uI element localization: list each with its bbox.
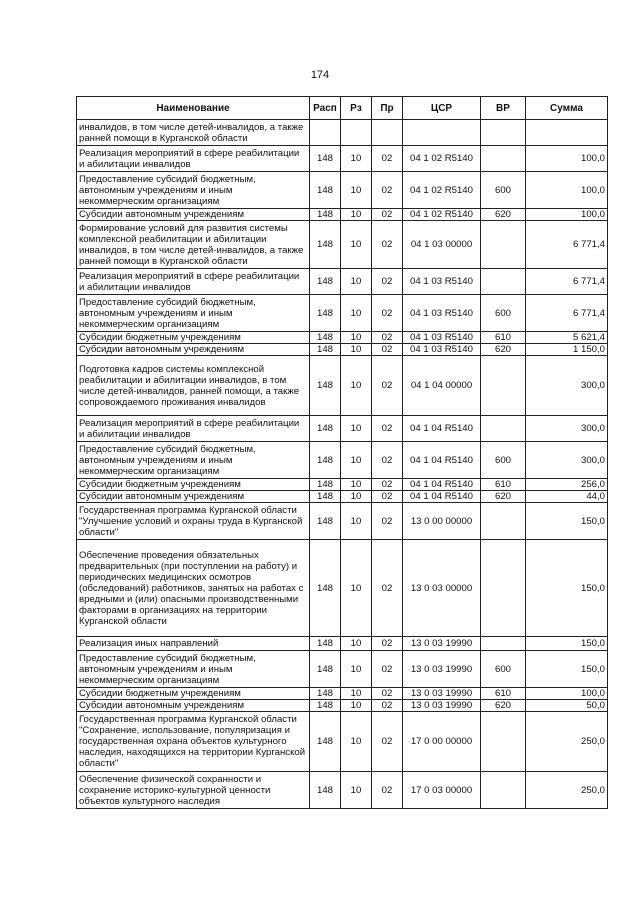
cell-rasp (310, 120, 341, 146)
cell-name: Субсидии автономным учреждениям (77, 209, 310, 221)
cell-csr: 13 0 03 19990 (403, 651, 481, 688)
cell-rasp: 148 (310, 637, 341, 651)
cell-csr: 04 1 03 R5140 (403, 269, 481, 295)
header-pr: Пр (372, 97, 403, 120)
cell-sum: 300,0 (526, 416, 608, 442)
cell-rz (341, 120, 372, 146)
table-row (77, 540, 608, 637)
cell-pr: 02 (372, 344, 403, 356)
cell-vr: 610 (481, 479, 526, 491)
table-row (77, 209, 608, 221)
cell-rasp: 148 (310, 172, 341, 209)
header-vr: ВР (481, 97, 526, 120)
cell-rasp: 148 (310, 772, 341, 809)
cell-pr: 02 (372, 491, 403, 503)
cell-csr: 17 0 00 00000 (403, 712, 481, 772)
cell-name: Обеспечение физической сохранности и сохранение историко-культурной ценности объектов культурного наследия (77, 772, 310, 809)
cell-sum: 150,0 (526, 540, 608, 637)
cell-name: Субсидии автономным учреждениям (77, 491, 310, 503)
cell-sum: 300,0 (526, 356, 608, 416)
cell-sum: 250,0 (526, 772, 608, 809)
cell-rz: 10 (341, 637, 372, 651)
cell-rz: 10 (341, 146, 372, 172)
cell-vr (481, 503, 526, 540)
cell-csr: 04 1 02 R5140 (403, 172, 481, 209)
cell-vr (481, 637, 526, 651)
cell-csr: 04 1 02 R5140 (403, 146, 481, 172)
cell-pr: 02 (372, 269, 403, 295)
cell-vr: 600 (481, 172, 526, 209)
cell-name: Обеспечение проведения обязательных предварительных (при поступлении на работу) и периодических медицинских осмотров (обследований) работников, занятых на работах с вредными и (или) опасными производственными факторами в организациях на территории Курганской области (77, 540, 310, 637)
table-header-row (77, 97, 608, 120)
cell-vr (481, 712, 526, 772)
cell-sum: 256,0 (526, 479, 608, 491)
cell-rasp: 148 (310, 221, 341, 269)
cell-sum: 1 150,0 (526, 344, 608, 356)
table-row (77, 172, 608, 209)
cell-csr: 13 0 03 19990 (403, 700, 481, 712)
cell-rasp: 148 (310, 442, 341, 479)
cell-name: Предоставление субсидий бюджетным, автономным учреждениям и иным некоммерческим организациям (77, 295, 310, 332)
cell-pr (372, 120, 403, 146)
cell-vr (481, 120, 526, 146)
cell-rasp: 148 (310, 416, 341, 442)
cell-vr (481, 416, 526, 442)
cell-vr: 610 (481, 332, 526, 344)
cell-rz: 10 (341, 772, 372, 809)
cell-vr: 620 (481, 344, 526, 356)
budget-table (76, 96, 608, 809)
cell-pr: 02 (372, 479, 403, 491)
cell-csr: 13 0 03 19990 (403, 637, 481, 651)
cell-pr: 02 (372, 700, 403, 712)
cell-sum: 100,0 (526, 146, 608, 172)
cell-sum: 6 771,4 (526, 221, 608, 269)
cell-pr: 02 (372, 637, 403, 651)
cell-sum: 250,0 (526, 712, 608, 772)
cell-csr: 04 1 03 00000 (403, 221, 481, 269)
cell-rz: 10 (341, 269, 372, 295)
cell-csr: 04 1 04 R5140 (403, 491, 481, 503)
cell-sum: 6 771,4 (526, 295, 608, 332)
cell-name: Субсидии бюджетным учреждениям (77, 479, 310, 491)
cell-rasp: 148 (310, 688, 341, 700)
cell-pr: 02 (372, 209, 403, 221)
table-row (77, 356, 608, 416)
cell-rasp: 148 (310, 146, 341, 172)
header-rasp: Расп (310, 97, 341, 120)
cell-csr: 13 0 00 00000 (403, 503, 481, 540)
cell-rz: 10 (341, 332, 372, 344)
cell-rz: 10 (341, 712, 372, 772)
cell-rasp: 148 (310, 295, 341, 332)
cell-name: Предоставление субсидий бюджетным, автономным учреждениям и иным некоммерческим организациям (77, 172, 310, 209)
header-name: Наименование (77, 97, 310, 120)
cell-sum: 100,0 (526, 172, 608, 209)
table-row (77, 344, 608, 356)
header-sum: Сумма (526, 97, 608, 120)
cell-csr: 04 1 02 R5140 (403, 209, 481, 221)
cell-pr: 02 (372, 651, 403, 688)
cell-rz: 10 (341, 295, 372, 332)
table-row (77, 120, 608, 146)
cell-rz: 10 (341, 491, 372, 503)
cell-pr: 02 (372, 356, 403, 416)
cell-rasp: 148 (310, 503, 341, 540)
cell-rasp: 148 (310, 209, 341, 221)
cell-pr: 02 (372, 332, 403, 344)
cell-sum: 100,0 (526, 688, 608, 700)
page-number: 174 (310, 69, 330, 81)
cell-rz: 10 (341, 172, 372, 209)
table-row (77, 491, 608, 503)
cell-rz: 10 (341, 540, 372, 637)
cell-sum: 6 771,4 (526, 269, 608, 295)
cell-vr: 620 (481, 491, 526, 503)
cell-pr: 02 (372, 772, 403, 809)
cell-name: инвалидов, в том числе детей-инвалидов, а также ранней помощи в Курганской области (77, 120, 310, 146)
cell-rasp: 148 (310, 269, 341, 295)
cell-name: Предоставление субсидий бюджетным, автономным учреждениям и иным некоммерческим организациям (77, 651, 310, 688)
table-row (77, 503, 608, 540)
cell-rasp: 148 (310, 540, 341, 637)
table-row (77, 479, 608, 491)
cell-rz: 10 (341, 209, 372, 221)
cell-sum: 50,0 (526, 700, 608, 712)
cell-sum: 150,0 (526, 503, 608, 540)
cell-rasp: 148 (310, 479, 341, 491)
cell-csr: 04 1 04 R5140 (403, 442, 481, 479)
table-row (77, 688, 608, 700)
cell-rz: 10 (341, 442, 372, 479)
cell-name: Государственная программа Курганской области "Сохранение, использование, популяризация и государственная охрана объектов культурного наследия, находящихся на территории Курганской области" (77, 712, 310, 772)
table-row (77, 269, 608, 295)
cell-name: Формирование условий для развития системы комплексной реабилитации и абилитации инвалидов, в том числе детей-инвалидов, а также ранней помощи в Курганской области (77, 221, 310, 269)
cell-rz: 10 (341, 356, 372, 416)
table-row (77, 416, 608, 442)
cell-name: Субсидии бюджетным учреждениям (77, 688, 310, 700)
cell-csr: 04 1 04 R5140 (403, 479, 481, 491)
table-row (77, 637, 608, 651)
cell-sum (526, 120, 608, 146)
cell-vr: 600 (481, 442, 526, 479)
cell-pr: 02 (372, 442, 403, 479)
cell-rasp: 148 (310, 651, 341, 688)
header-rz: Рз (341, 97, 372, 120)
cell-pr: 02 (372, 172, 403, 209)
cell-rasp: 148 (310, 712, 341, 772)
cell-csr: 04 1 04 R5140 (403, 416, 481, 442)
cell-name: Субсидии автономным учреждениям (77, 344, 310, 356)
cell-name: Реализация мероприятий в сфере реабилитации и абилитации инвалидов (77, 269, 310, 295)
cell-pr: 02 (372, 688, 403, 700)
cell-rasp: 148 (310, 332, 341, 344)
header-csr: ЦСР (403, 97, 481, 120)
table-row (77, 651, 608, 688)
table-row (77, 772, 608, 809)
cell-sum: 5 621,4 (526, 332, 608, 344)
cell-sum: 150,0 (526, 651, 608, 688)
table-row (77, 295, 608, 332)
cell-sum: 300,0 (526, 442, 608, 479)
cell-csr: 13 0 03 00000 (403, 540, 481, 637)
cell-vr: 620 (481, 209, 526, 221)
cell-pr: 02 (372, 146, 403, 172)
cell-pr: 02 (372, 221, 403, 269)
cell-vr: 600 (481, 295, 526, 332)
cell-name: Субсидии бюджетным учреждениям (77, 332, 310, 344)
cell-sum: 100,0 (526, 209, 608, 221)
cell-csr: 04 1 04 00000 (403, 356, 481, 416)
cell-rz: 10 (341, 688, 372, 700)
cell-vr: 620 (481, 700, 526, 712)
cell-rasp: 148 (310, 700, 341, 712)
cell-vr (481, 269, 526, 295)
cell-csr: 17 0 03 00000 (403, 772, 481, 809)
table-row (77, 442, 608, 479)
cell-csr: 04 1 03 R5140 (403, 344, 481, 356)
cell-name: Предоставление субсидий бюджетным, автономным учреждениям и иным некоммерческим организациям (77, 442, 310, 479)
cell-rasp: 148 (310, 491, 341, 503)
cell-vr: 600 (481, 651, 526, 688)
cell-rz: 10 (341, 221, 372, 269)
cell-vr (481, 221, 526, 269)
cell-vr (481, 356, 526, 416)
cell-csr: 13 0 03 19990 (403, 688, 481, 700)
cell-name: Реализация мероприятий в сфере реабилитации и абилитации инвалидов (77, 146, 310, 172)
cell-pr: 02 (372, 416, 403, 442)
cell-csr: 04 1 03 R5140 (403, 332, 481, 344)
cell-csr: 04 1 03 R5140 (403, 295, 481, 332)
cell-pr: 02 (372, 295, 403, 332)
cell-vr: 610 (481, 688, 526, 700)
cell-name: Подготовка кадров системы комплексной реабилитации и абилитации инвалидов, в том числе детей-инвалидов, ранней помощи, а также сопровождаемого проживания инвалидов (77, 356, 310, 416)
table-row (77, 146, 608, 172)
cell-sum: 44,0 (526, 491, 608, 503)
cell-pr: 02 (372, 503, 403, 540)
cell-rz: 10 (341, 651, 372, 688)
cell-rz: 10 (341, 416, 372, 442)
cell-pr: 02 (372, 712, 403, 772)
table-row (77, 221, 608, 269)
cell-rz: 10 (341, 700, 372, 712)
cell-sum: 150,0 (526, 637, 608, 651)
cell-rz: 10 (341, 503, 372, 540)
cell-vr (481, 772, 526, 809)
cell-csr (403, 120, 481, 146)
cell-rz: 10 (341, 479, 372, 491)
cell-rasp: 148 (310, 356, 341, 416)
cell-pr: 02 (372, 540, 403, 637)
table-row (77, 332, 608, 344)
table-row (77, 700, 608, 712)
cell-vr (481, 146, 526, 172)
cell-name: Реализация иных направлений (77, 637, 310, 651)
cell-rz: 10 (341, 344, 372, 356)
cell-rasp: 148 (310, 344, 341, 356)
cell-vr (481, 540, 526, 637)
table-row (77, 712, 608, 772)
cell-name: Субсидии автономным учреждениям (77, 700, 310, 712)
cell-name: Реализация мероприятий в сфере реабилитации и абилитации инвалидов (77, 416, 310, 442)
cell-name: Государственная программа Курганской области "Улучшение условий и охраны труда в Курганской области" (77, 503, 310, 540)
